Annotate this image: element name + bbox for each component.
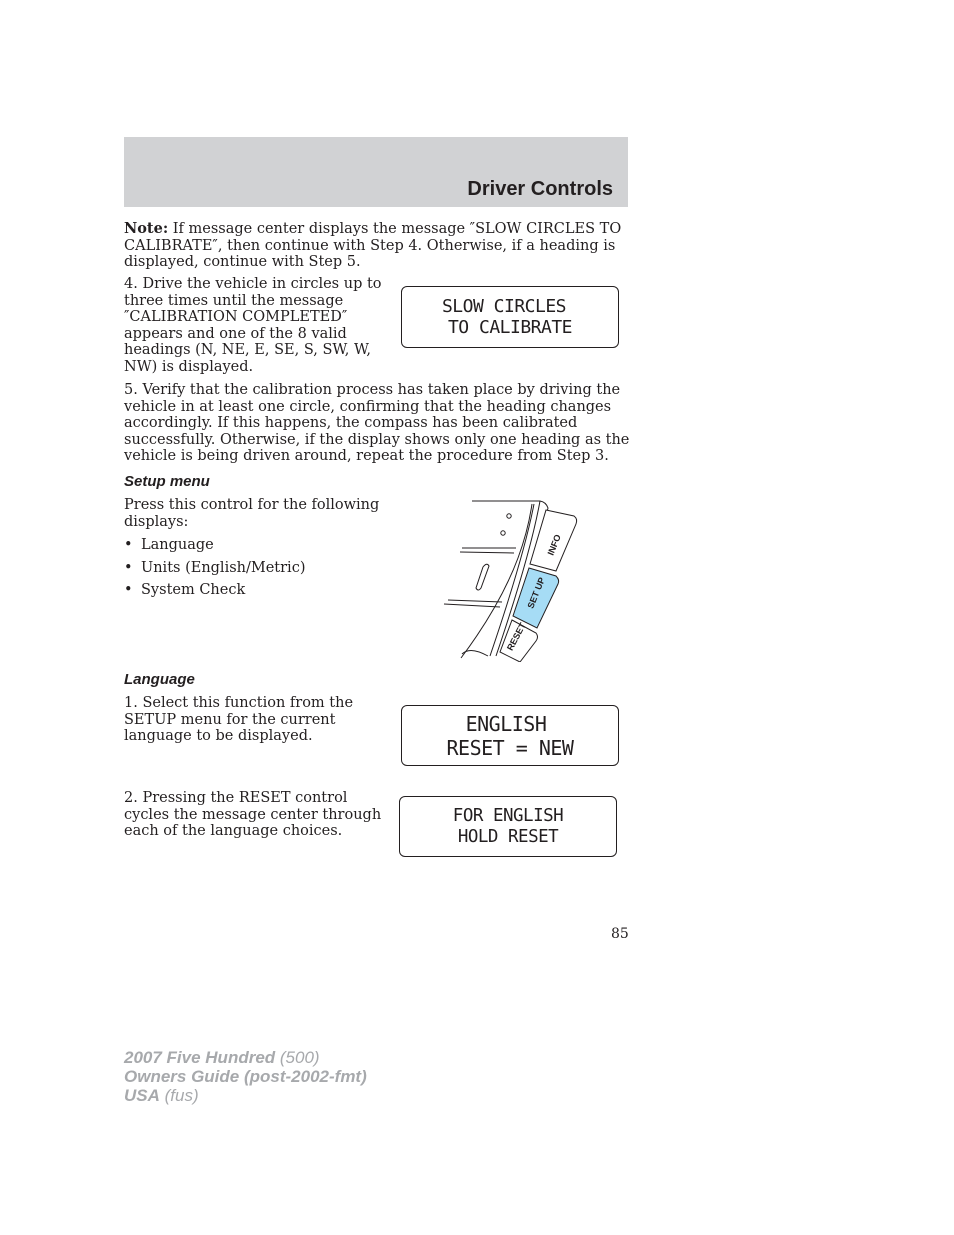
button-label-reset: RESET [504, 620, 528, 653]
footer-model: 2007 Five Hundred [124, 1048, 276, 1067]
step4-line: appears and one of the 8 valid [124, 325, 347, 342]
setup-menu-intro [124, 497, 379, 530]
page-number: 85 [611, 926, 629, 942]
calibrate-display [401, 286, 619, 348]
hold-reset-display [399, 796, 617, 857]
note-text-line2: CALIBRATE″, then continue with Step 4. Otherwise, if a heading is [124, 237, 616, 254]
note-text-line1: If message center displays the message ″SLOW CIRCLES TO [168, 221, 622, 237]
step4-line: ″CALIBRATION COMPLETED″ [124, 309, 348, 325]
step4-line: headings (N, NE, E, SE, S, SW, W, [124, 342, 371, 358]
list-item-label: System Check [141, 582, 246, 598]
step5-line: vehicle is being driven around, repeat the procedure from Step 3. [124, 448, 609, 464]
button-label-info: INFO [545, 533, 563, 557]
language-step2-line: 2. Pressing the RESET control [124, 790, 348, 806]
language-step1-line: 1. Select this function from the [124, 695, 354, 711]
button-label-setup: SET UP [525, 575, 547, 610]
display-line: HOLD RESET [457, 826, 559, 847]
list-item-label: Units (English/Metric) [141, 559, 306, 576]
footer-market: USA [124, 1086, 160, 1105]
step5-line: successfully. Otherwise, if the display shows only one heading as the [124, 431, 630, 448]
display-line: FOR ENGLISH [452, 805, 564, 826]
footer-guide: Owners Guide (post-2002-fmt) [124, 1067, 367, 1086]
bullet-icon: • [124, 582, 133, 598]
setup-menu-heading: Setup menu [124, 473, 210, 490]
bullet-icon: • [124, 559, 133, 576]
language-step1-line: SETUP menu for the current [124, 711, 336, 728]
language-heading: Language [124, 671, 195, 688]
note-label: Note: [124, 220, 169, 237]
step5-line: 5. Verify that the calibration process has taken place by driving the [124, 382, 621, 398]
setup-intro-line: Press this control for the following [124, 497, 380, 513]
list-item [124, 579, 305, 602]
step4-line: three times until the message [124, 292, 344, 309]
list-item-label: Language [141, 537, 214, 553]
step5-line: vehicle in at least one circle, confirming that the heading changes [124, 398, 612, 415]
section-title: Driver Controls [467, 178, 613, 200]
bullet-icon: • [124, 537, 133, 553]
footer-market-code: (fus) [159, 1086, 199, 1105]
display-line: RESET = NEW [446, 735, 574, 760]
language-step1-line: language to be displayed. [124, 728, 313, 744]
note-text-line3: displayed, continue with Step 5. [124, 254, 361, 270]
step4-line: 4. Drive the vehicle in circles up to [124, 276, 382, 292]
language-step2-line: cycles the message center through [124, 806, 382, 823]
display-line: SLOW CIRCLES [441, 296, 567, 317]
step4-line: NW) is displayed. [124, 358, 254, 375]
section-header-band [124, 137, 628, 207]
step4-paragraph [124, 276, 382, 375]
english-display [401, 705, 619, 766]
display-line: TO CALIBRATE [447, 317, 573, 338]
message-center-control-illustration [440, 496, 590, 662]
setup-menu-list [124, 534, 305, 602]
list-item [124, 534, 305, 557]
display-line: ENGLISH [465, 711, 547, 736]
setup-intro-line: displays: [124, 513, 189, 530]
language-step2 [124, 790, 381, 840]
step5-paragraph [124, 382, 629, 465]
list-item [124, 557, 305, 580]
language-step2-line: each of the language choices. [124, 823, 343, 839]
footer-model-code: (500) [275, 1048, 320, 1067]
note-paragraph [124, 221, 621, 271]
step5-line: accordingly. If this happens, the compass has been calibrated [124, 415, 578, 431]
document-footer [124, 1048, 367, 1105]
language-step1 [124, 695, 353, 745]
